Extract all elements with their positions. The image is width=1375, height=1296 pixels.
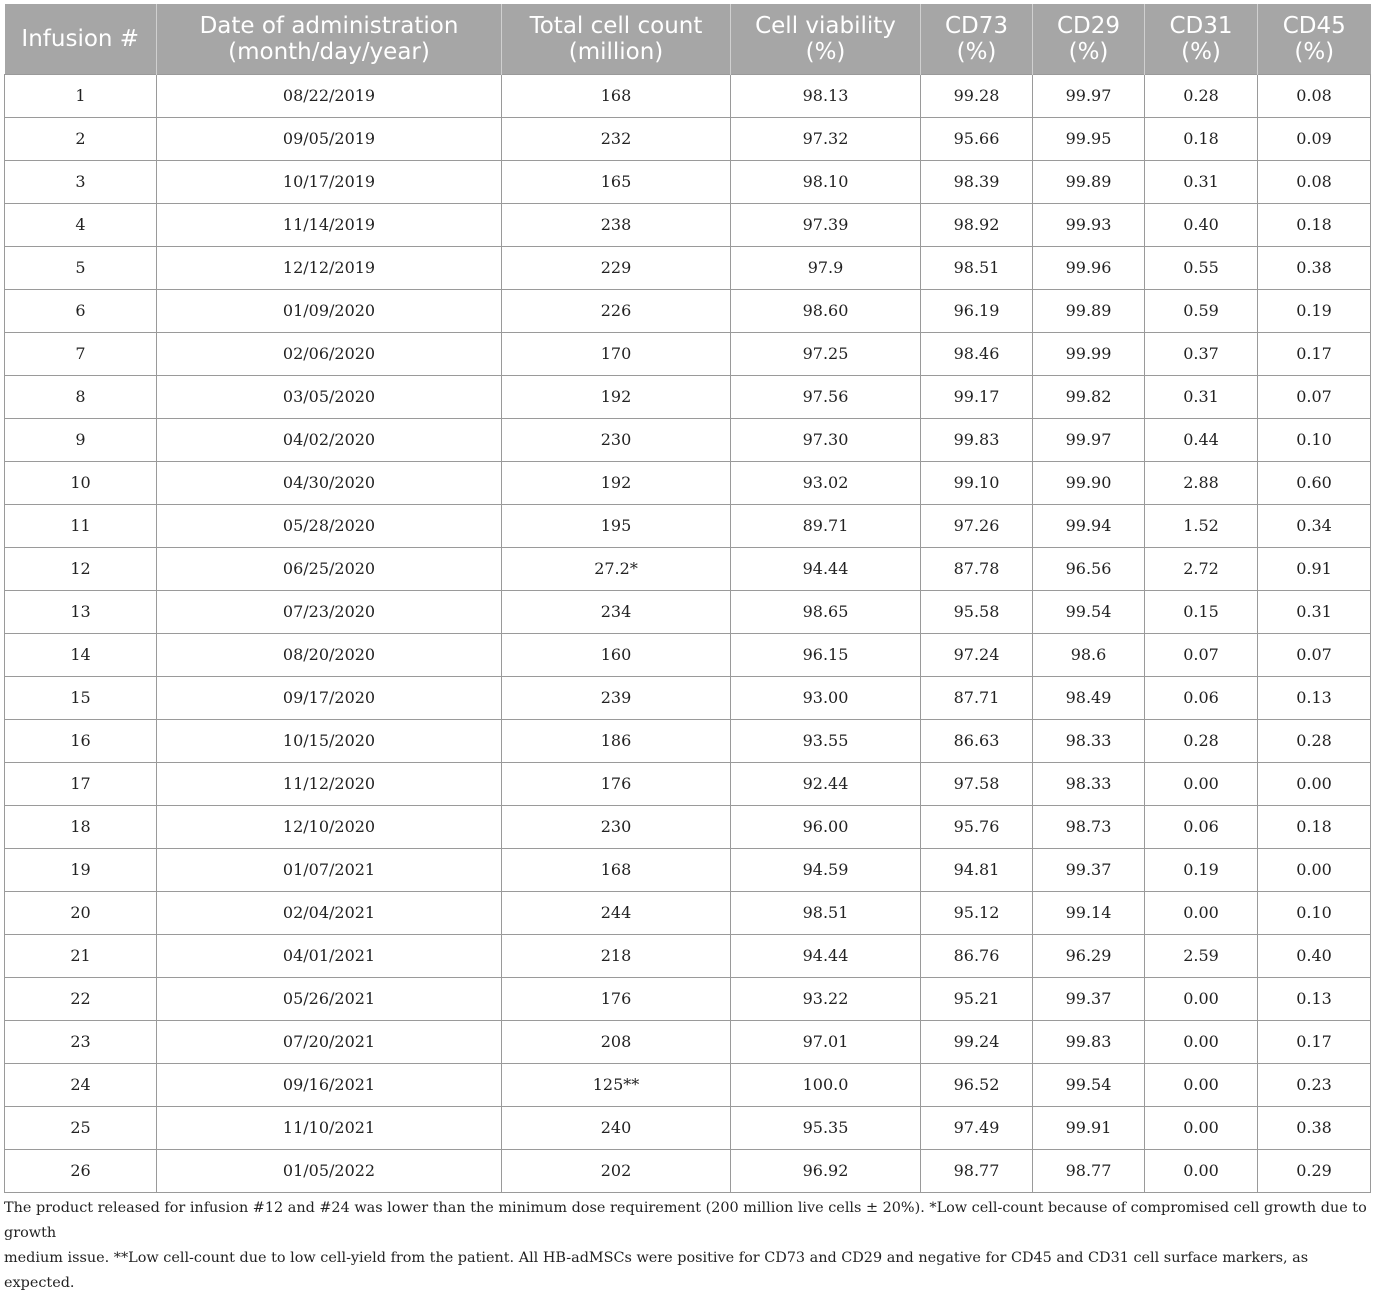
infusion-data-table xyxy=(4,4,1371,1193)
table-cell-infusion-number: 1 xyxy=(5,74,157,117)
table-cell-cd45: 0.09 xyxy=(1258,117,1371,160)
data-table-container xyxy=(4,4,1370,1193)
table-cell-total-cell-count: 168 xyxy=(502,74,731,117)
table-cell-cd45: 0.38 xyxy=(1258,1106,1371,1149)
column-header-cd29 xyxy=(1033,4,1145,74)
column-header-line: (million) xyxy=(568,38,664,65)
table-cell-total-cell-count: 165 xyxy=(502,160,731,203)
table-cell-infusion-number: 4 xyxy=(5,203,157,246)
table-cell-cd45: 0.10 xyxy=(1258,891,1371,934)
table-cell-infusion-number: 19 xyxy=(5,848,157,891)
table-cell-cd31: 0.00 xyxy=(1145,977,1258,1020)
table-cell-cd45: 0.34 xyxy=(1258,504,1371,547)
table-cell-infusion-number: 26 xyxy=(5,1149,157,1192)
table-cell-cell-viability: 97.56 xyxy=(731,375,921,418)
table-cell-cd29: 98.49 xyxy=(1033,676,1145,719)
table-cell-cd45: 0.00 xyxy=(1258,762,1371,805)
table-cell-cd29: 99.89 xyxy=(1033,160,1145,203)
table-cell-date-of-administration: 07/20/2021 xyxy=(157,1020,502,1063)
table-cell-cell-viability: 97.25 xyxy=(731,332,921,375)
table-cell-cd29: 98.33 xyxy=(1033,719,1145,762)
table-cell-cd73: 95.21 xyxy=(921,977,1033,1020)
table-cell-cd29: 99.54 xyxy=(1033,1063,1145,1106)
column-header-date-of-administration xyxy=(157,4,502,74)
table-cell-date-of-administration: 11/12/2020 xyxy=(157,762,502,805)
table-cell-cd29: 99.97 xyxy=(1033,418,1145,461)
table-cell-cd73: 97.24 xyxy=(921,633,1033,676)
table-cell-cell-viability: 97.30 xyxy=(731,418,921,461)
table-cell-cd73: 99.10 xyxy=(921,461,1033,504)
table-cell-date-of-administration: 09/16/2021 xyxy=(157,1063,502,1106)
table-cell-cd31: 0.31 xyxy=(1145,160,1258,203)
table-cell-cd31: 0.18 xyxy=(1145,117,1258,160)
table-cell-infusion-number: 23 xyxy=(5,1020,157,1063)
table-cell-cd73: 94.81 xyxy=(921,848,1033,891)
table-row xyxy=(5,160,1371,203)
table-cell-cd45: 0.23 xyxy=(1258,1063,1371,1106)
table-row xyxy=(5,418,1371,461)
table-cell-cell-viability: 100.0 xyxy=(731,1063,921,1106)
table-cell-total-cell-count: 176 xyxy=(502,977,731,1020)
column-header-infusion-number xyxy=(5,4,157,74)
table-cell-infusion-number: 10 xyxy=(5,461,157,504)
column-header-line: Total cell count xyxy=(529,12,703,39)
table-cell-infusion-number: 7 xyxy=(5,332,157,375)
table-cell-date-of-administration: 10/15/2020 xyxy=(157,719,502,762)
table-row xyxy=(5,375,1371,418)
table-cell-infusion-number: 15 xyxy=(5,676,157,719)
table-cell-cd31: 0.00 xyxy=(1145,1020,1258,1063)
table-cell-cd29: 99.82 xyxy=(1033,375,1145,418)
table-cell-cd45: 0.07 xyxy=(1258,633,1371,676)
table-cell-cd31: 0.28 xyxy=(1145,74,1258,117)
table-cell-cd45: 0.13 xyxy=(1258,977,1371,1020)
table-cell-date-of-administration: 04/01/2021 xyxy=(157,934,502,977)
table-cell-cd73: 99.28 xyxy=(921,74,1033,117)
table-cell-cd29: 98.73 xyxy=(1033,805,1145,848)
table-cell-cd31: 0.37 xyxy=(1145,332,1258,375)
table-cell-cell-viability: 89.71 xyxy=(731,504,921,547)
table-cell-cell-viability: 93.22 xyxy=(731,977,921,1020)
table-cell-total-cell-count: 230 xyxy=(502,805,731,848)
table-footnote xyxy=(4,1196,1372,1296)
table-cell-total-cell-count: 244 xyxy=(502,891,731,934)
table-cell-cd45: 0.31 xyxy=(1258,590,1371,633)
table-cell-cd73: 86.76 xyxy=(921,934,1033,977)
table-cell-cd31: 0.00 xyxy=(1145,1149,1258,1192)
column-header-line: (%) xyxy=(1294,38,1335,65)
table-cell-total-cell-count: 170 xyxy=(502,332,731,375)
table-cell-total-cell-count: 229 xyxy=(502,246,731,289)
table-cell-infusion-number: 25 xyxy=(5,1106,157,1149)
table-cell-date-of-administration: 10/17/2019 xyxy=(157,160,502,203)
table-cell-cd29: 99.99 xyxy=(1033,332,1145,375)
table-cell-cd31: 2.59 xyxy=(1145,934,1258,977)
table-cell-date-of-administration: 08/22/2019 xyxy=(157,74,502,117)
table-cell-date-of-administration: 07/23/2020 xyxy=(157,590,502,633)
table-cell-cd31: 0.28 xyxy=(1145,719,1258,762)
table-cell-cd45: 0.17 xyxy=(1258,332,1371,375)
table-cell-total-cell-count: 238 xyxy=(502,203,731,246)
table-row xyxy=(5,203,1371,246)
table-cell-cell-viability: 93.02 xyxy=(731,461,921,504)
table-cell-cell-viability: 93.55 xyxy=(731,719,921,762)
table-cell-total-cell-count: 192 xyxy=(502,461,731,504)
table-cell-cd31: 0.00 xyxy=(1145,1063,1258,1106)
column-header-line: CD73 xyxy=(944,12,1009,39)
table-cell-total-cell-count: 202 xyxy=(502,1149,731,1192)
table-cell-cd31: 0.19 xyxy=(1145,848,1258,891)
table-cell-cell-viability: 97.39 xyxy=(731,203,921,246)
table-cell-cd29: 99.14 xyxy=(1033,891,1145,934)
column-header-cd73 xyxy=(921,4,1033,74)
table-cell-cell-viability: 92.44 xyxy=(731,762,921,805)
table-cell-cd31: 0.07 xyxy=(1145,633,1258,676)
table-cell-cd31: 0.59 xyxy=(1145,289,1258,332)
table-cell-cd45: 0.60 xyxy=(1258,461,1371,504)
table-cell-date-of-administration: 12/12/2019 xyxy=(157,246,502,289)
column-header-line: Infusion # xyxy=(21,25,140,52)
table-cell-date-of-administration: 01/09/2020 xyxy=(157,289,502,332)
table-cell-cd73: 98.92 xyxy=(921,203,1033,246)
table-cell-cd29: 99.89 xyxy=(1033,289,1145,332)
table-cell-cd45: 0.18 xyxy=(1258,805,1371,848)
table-cell-cd29: 96.29 xyxy=(1033,934,1145,977)
table-row xyxy=(5,332,1371,375)
table-cell-cd29: 99.91 xyxy=(1033,1106,1145,1149)
table-row xyxy=(5,719,1371,762)
table-cell-infusion-number: 3 xyxy=(5,160,157,203)
table-cell-cd29: 99.96 xyxy=(1033,246,1145,289)
table-cell-total-cell-count: 208 xyxy=(502,1020,731,1063)
table-cell-infusion-number: 16 xyxy=(5,719,157,762)
table-cell-cd73: 95.58 xyxy=(921,590,1033,633)
table-cell-date-of-administration: 04/02/2020 xyxy=(157,418,502,461)
table-cell-infusion-number: 5 xyxy=(5,246,157,289)
table-cell-cd29: 99.94 xyxy=(1033,504,1145,547)
table-cell-cd31: 0.06 xyxy=(1145,676,1258,719)
table-cell-cd31: 0.15 xyxy=(1145,590,1258,633)
table-row xyxy=(5,1063,1371,1106)
table-cell-cd73: 87.78 xyxy=(921,547,1033,590)
table-cell-cell-viability: 98.65 xyxy=(731,590,921,633)
table-cell-cd73: 98.39 xyxy=(921,160,1033,203)
table-cell-infusion-number: 12 xyxy=(5,547,157,590)
table-row xyxy=(5,848,1371,891)
table-cell-total-cell-count: 125** xyxy=(502,1063,731,1106)
table-cell-infusion-number: 21 xyxy=(5,934,157,977)
footnote-line-2: medium issue. **Low cell-count due to low cell-yield from the patient. All HB-adMSCs were positive for CD73 and CD29 and negative for CD45 and CD31 cell surface markers, as expected. xyxy=(4,1250,1309,1291)
table-cell-cd29: 98.33 xyxy=(1033,762,1145,805)
table-cell-date-of-administration: 01/05/2022 xyxy=(157,1149,502,1192)
column-header-line: CD31 xyxy=(1169,12,1233,39)
column-header-line: CD29 xyxy=(1056,12,1121,39)
column-header-line: (%) xyxy=(956,38,997,65)
column-header-line: Cell viability xyxy=(755,12,896,39)
table-cell-cd45: 0.38 xyxy=(1258,246,1371,289)
table-cell-date-of-administration: 01/07/2021 xyxy=(157,848,502,891)
table-cell-cell-viability: 94.59 xyxy=(731,848,921,891)
table-cell-cd73: 97.26 xyxy=(921,504,1033,547)
table-cell-cell-viability: 97.9 xyxy=(731,246,921,289)
table-cell-cd73: 95.76 xyxy=(921,805,1033,848)
table-row xyxy=(5,547,1371,590)
table-cell-total-cell-count: 176 xyxy=(502,762,731,805)
table-row xyxy=(5,504,1371,547)
table-cell-cd73: 96.19 xyxy=(921,289,1033,332)
table-cell-cd45: 0.91 xyxy=(1258,547,1371,590)
table-cell-cd73: 99.17 xyxy=(921,375,1033,418)
table-cell-cd45: 0.40 xyxy=(1258,934,1371,977)
table-cell-total-cell-count: 232 xyxy=(502,117,731,160)
table-cell-total-cell-count: 239 xyxy=(502,676,731,719)
table-cell-cd45: 0.00 xyxy=(1258,848,1371,891)
table-cell-date-of-administration: 11/10/2021 xyxy=(157,1106,502,1149)
column-header-cd45 xyxy=(1258,4,1371,74)
table-cell-cd29: 99.90 xyxy=(1033,461,1145,504)
table-cell-date-of-administration: 05/26/2021 xyxy=(157,977,502,1020)
column-header-line: (%) xyxy=(1068,38,1109,65)
table-cell-date-of-administration: 05/28/2020 xyxy=(157,504,502,547)
table-row xyxy=(5,1020,1371,1063)
table-cell-date-of-administration: 09/05/2019 xyxy=(157,117,502,160)
table-row xyxy=(5,1149,1371,1192)
table-cell-infusion-number: 8 xyxy=(5,375,157,418)
table-cell-cd31: 0.00 xyxy=(1145,762,1258,805)
table-cell-total-cell-count: 168 xyxy=(502,848,731,891)
table-cell-infusion-number: 24 xyxy=(5,1063,157,1106)
table-row xyxy=(5,74,1371,117)
table-cell-cell-viability: 97.32 xyxy=(731,117,921,160)
table-cell-cd73: 98.46 xyxy=(921,332,1033,375)
table-cell-date-of-administration: 02/04/2021 xyxy=(157,891,502,934)
table-row xyxy=(5,461,1371,504)
table-cell-total-cell-count: 218 xyxy=(502,934,731,977)
table-header-row xyxy=(5,4,1371,74)
table-row xyxy=(5,891,1371,934)
column-header-line: CD45 xyxy=(1282,12,1346,39)
column-header-cell-viability xyxy=(731,4,921,74)
table-cell-infusion-number: 18 xyxy=(5,805,157,848)
table-row xyxy=(5,246,1371,289)
table-cell-cell-viability: 98.10 xyxy=(731,160,921,203)
table-cell-infusion-number: 11 xyxy=(5,504,157,547)
table-cell-infusion-number: 17 xyxy=(5,762,157,805)
table-cell-total-cell-count: 234 xyxy=(502,590,731,633)
table-row xyxy=(5,977,1371,1020)
table-cell-cd45: 0.17 xyxy=(1258,1020,1371,1063)
column-header-line: Date of administration xyxy=(199,12,459,39)
table-cell-cd73: 97.49 xyxy=(921,1106,1033,1149)
table-cell-cd45: 0.29 xyxy=(1258,1149,1371,1192)
table-cell-cd73: 86.63 xyxy=(921,719,1033,762)
table-cell-cd31: 2.88 xyxy=(1145,461,1258,504)
footnote-line-1: The product released for infusion #12 and #24 was lower than the minimum dose requirement (200 million live cells ± 20%). *Low cell-count because of compromised cell growth due to growth xyxy=(4,1200,1367,1241)
table-cell-cd45: 0.08 xyxy=(1258,160,1371,203)
table-cell-infusion-number: 9 xyxy=(5,418,157,461)
table-cell-cd29: 99.97 xyxy=(1033,74,1145,117)
table-cell-cell-viability: 95.35 xyxy=(731,1106,921,1149)
table-cell-date-of-administration: 12/10/2020 xyxy=(157,805,502,848)
table-cell-infusion-number: 20 xyxy=(5,891,157,934)
table-cell-cell-viability: 93.00 xyxy=(731,676,921,719)
table-cell-cd31: 0.31 xyxy=(1145,375,1258,418)
table-row xyxy=(5,633,1371,676)
table-cell-date-of-administration: 02/06/2020 xyxy=(157,332,502,375)
column-header-line: (%) xyxy=(1181,38,1221,65)
table-cell-cd73: 87.71 xyxy=(921,676,1033,719)
table-cell-cd31: 0.00 xyxy=(1145,891,1258,934)
table-cell-infusion-number: 22 xyxy=(5,977,157,1020)
table-cell-cell-viability: 96.92 xyxy=(731,1149,921,1192)
table-cell-cd73: 98.51 xyxy=(921,246,1033,289)
column-header-line: (month/day/year) xyxy=(228,38,430,65)
table-cell-total-cell-count: 186 xyxy=(502,719,731,762)
table-cell-cd45: 0.19 xyxy=(1258,289,1371,332)
table-cell-cell-viability: 94.44 xyxy=(731,934,921,977)
table-cell-cd31: 0.06 xyxy=(1145,805,1258,848)
table-cell-cd45: 0.10 xyxy=(1258,418,1371,461)
table-cell-cell-viability: 97.01 xyxy=(731,1020,921,1063)
table-cell-total-cell-count: 240 xyxy=(502,1106,731,1149)
table-cell-cd29: 99.54 xyxy=(1033,590,1145,633)
table-row xyxy=(5,676,1371,719)
table-cell-cell-viability: 96.00 xyxy=(731,805,921,848)
table-cell-cd45: 0.18 xyxy=(1258,203,1371,246)
table-cell-cell-viability: 96.15 xyxy=(731,633,921,676)
table-cell-cell-viability: 94.44 xyxy=(731,547,921,590)
table-cell-cd29: 99.37 xyxy=(1033,848,1145,891)
table-cell-cd31: 0.40 xyxy=(1145,203,1258,246)
table-cell-cd29: 96.56 xyxy=(1033,547,1145,590)
table-cell-infusion-number: 14 xyxy=(5,633,157,676)
table-cell-date-of-administration: 09/17/2020 xyxy=(157,676,502,719)
table-row xyxy=(5,289,1371,332)
table-row xyxy=(5,762,1371,805)
table-cell-infusion-number: 2 xyxy=(5,117,157,160)
table-cell-cd29: 98.77 xyxy=(1033,1149,1145,1192)
table-cell-total-cell-count: 230 xyxy=(502,418,731,461)
table-cell-total-cell-count: 160 xyxy=(502,633,731,676)
table-cell-total-cell-count: 226 xyxy=(502,289,731,332)
table-cell-date-of-administration: 11/14/2019 xyxy=(157,203,502,246)
table-cell-cd45: 0.28 xyxy=(1258,719,1371,762)
table-cell-cd29: 98.6 xyxy=(1033,633,1145,676)
table-cell-total-cell-count: 192 xyxy=(502,375,731,418)
table-cell-cd73: 95.66 xyxy=(921,117,1033,160)
table-cell-cd45: 0.07 xyxy=(1258,375,1371,418)
table-cell-cell-viability: 98.60 xyxy=(731,289,921,332)
table-row xyxy=(5,590,1371,633)
table-cell-cell-viability: 98.13 xyxy=(731,74,921,117)
table-row xyxy=(5,934,1371,977)
table-cell-cd29: 99.83 xyxy=(1033,1020,1145,1063)
column-header-total-cell-count xyxy=(502,4,731,74)
table-cell-cd29: 99.93 xyxy=(1033,203,1145,246)
table-cell-cell-viability: 98.51 xyxy=(731,891,921,934)
column-header-line: (%) xyxy=(805,38,846,65)
table-cell-date-of-administration: 03/05/2020 xyxy=(157,375,502,418)
table-row xyxy=(5,117,1371,160)
table-cell-cd73: 96.52 xyxy=(921,1063,1033,1106)
table-cell-cd73: 98.77 xyxy=(921,1149,1033,1192)
table-cell-cd29: 99.95 xyxy=(1033,117,1145,160)
table-cell-cd45: 0.13 xyxy=(1258,676,1371,719)
table-cell-cd73: 99.83 xyxy=(921,418,1033,461)
table-cell-cd73: 99.24 xyxy=(921,1020,1033,1063)
table-cell-cd31: 0.44 xyxy=(1145,418,1258,461)
table-row xyxy=(5,1106,1371,1149)
table-cell-infusion-number: 6 xyxy=(5,289,157,332)
table-row xyxy=(5,805,1371,848)
table-cell-cd73: 97.58 xyxy=(921,762,1033,805)
table-cell-cd31: 0.00 xyxy=(1145,1106,1258,1149)
table-cell-date-of-administration: 06/25/2020 xyxy=(157,547,502,590)
table-cell-date-of-administration: 04/30/2020 xyxy=(157,461,502,504)
column-header-cd31 xyxy=(1145,4,1258,74)
table-cell-cd31: 1.52 xyxy=(1145,504,1258,547)
table-cell-cd45: 0.08 xyxy=(1258,74,1371,117)
table-cell-cd73: 95.12 xyxy=(921,891,1033,934)
table-cell-total-cell-count: 27.2* xyxy=(502,547,731,590)
table-body xyxy=(5,74,1371,1192)
table-cell-date-of-administration: 08/20/2020 xyxy=(157,633,502,676)
table-cell-cd31: 0.55 xyxy=(1145,246,1258,289)
table-cell-cd29: 99.37 xyxy=(1033,977,1145,1020)
table-cell-total-cell-count: 195 xyxy=(502,504,731,547)
table-cell-infusion-number: 13 xyxy=(5,590,157,633)
table-cell-cd31: 2.72 xyxy=(1145,547,1258,590)
